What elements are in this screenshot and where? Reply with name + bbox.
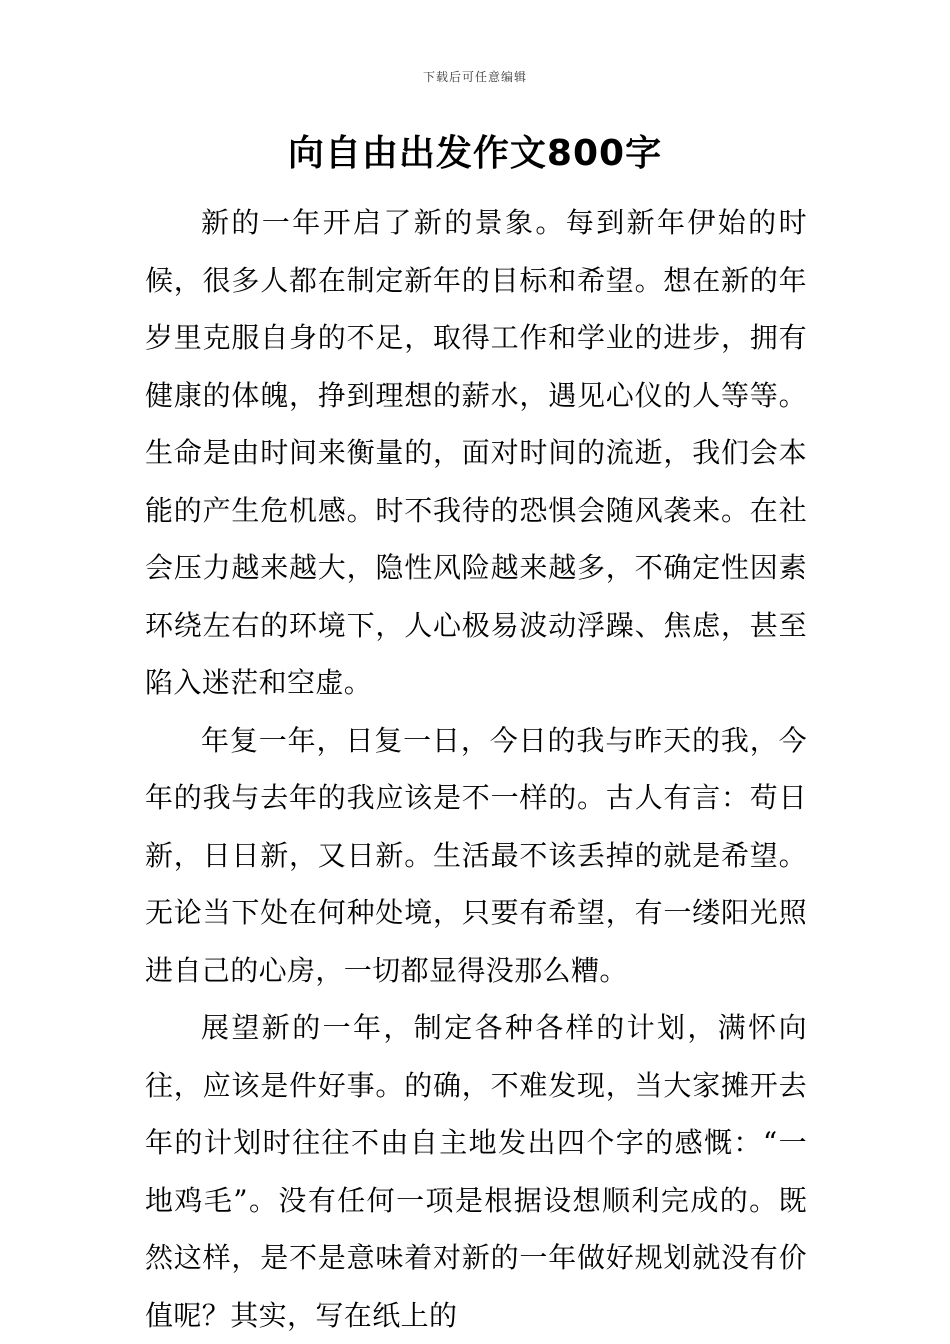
document-body [145,194,807,1344]
paragraph-3: 展望新的一年，制定各种各样的计划，满怀向往，应该是件好事。的确，不难发现，当大家摊开去年的计划时往往不由自主地发出四个字的感慨：“一地鸡毛”。没有任何一项是根据设想顺利完成的。既然这样，是不是意味着对新的一年做好规划就没有价值呢？其实，写在纸上的 [145,1011,807,1332]
paragraph-1: 新的一年开启了新的景象。每到新年伊始的时候，很多人都在制定新年的目标和希望。想在新的年岁里克服自身的不足，取得工作和学业的进步，拥有健康的体魄，挣到理想的薪水，遇见心仪的人等等。生命是由时间来衡量的，面对时间的流逝，我们会本能的产生危机感。时不我待的恐惧会随风袭来。在社会压力越来越大，隐性风险越来越多，不确定性因素环绕左右的环境下，人心极易波动浮躁、焦虑，甚至陷入迷茫和空虚。 [145,206,807,699]
document-title: 向自由出发作文800字 [287,133,663,174]
header-note: 下载后可任意编辑 [422,70,527,84]
paragraph-2: 年复一年，日复一日，今日的我与昨天的我，今年的我与去年的我应该是不一样的。古人有言：苟日新，日日新，又日新。生活最不该丢掉的就是希望。无论当下处在何种处境，只要有希望，有一缕阳光照进自己的心房，一切都显得没那么糟。 [145,723,807,987]
